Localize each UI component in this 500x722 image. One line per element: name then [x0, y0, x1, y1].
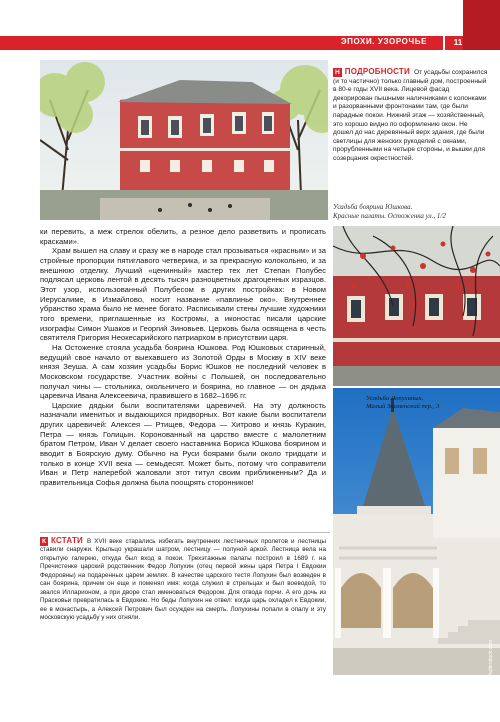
kstati-title: КСТАТИ	[51, 536, 83, 545]
caption-yushkov	[333, 203, 493, 221]
article-body	[40, 227, 326, 488]
caption-yushkov-line1: Усадьба боярина Юшкова.	[333, 203, 413, 211]
photo-red-palace	[333, 226, 500, 386]
kstati-box	[40, 537, 326, 623]
details-sidebar	[333, 68, 489, 164]
paragraph: Царские дядьки были воспитателями царевичей. На эту должность назначали именитых и выдающихся придворных. Вот какие были воспитатели других царевичей: Алексея — Ртищев, Федора — Хитрово и князь Куракин, Петра — князь Голицын. Коронованный на царство вместе с малолетним братом Петром, Иван V делает своего наставника Бориса Юшкова боярином и вводит в Боярскую думу. Обычно на Руси боярами были около тридцати и только в конце XVII века — семьдесят. Может быть, потому что соправители Иван и Петр наперебой жаловали этот титул своим приближенным? Да и правительница Софья должна была поощрять сторонников!	[40, 400, 326, 488]
kstati-badge: К	[42, 538, 47, 545]
page-number: 11	[443, 36, 471, 50]
caption-lopukhin-line2: Малый Знаменский пер., 3	[366, 403, 440, 411]
photo-yushkov-estate	[40, 60, 328, 220]
divider	[40, 532, 330, 533]
paragraph: ки перевить, а меж стрелок обелить, а резное дело разветвить и прописать красками».	[40, 227, 326, 246]
details-badge: Н	[335, 69, 340, 76]
kstati-text: В XVII веке старались избегать внутренних лестничных пролетов и лестницы ставили снаружи. Крыльцо украшали шатром, лестницу — полуной аркой. Лестница вела на открытую галерею, откуда был вход в покои. Трехэтажные палаты построил в 1689 г. на Пречистенке царский родственник Федор Лопухин (отец первой жены царя Петра I Евдокии Федоровны) на подаренных царем землях. В качестве царского тестя Лопухин был возведен в сан боярина, причем он еще и поменял имя: когда служил в стрельцах и был воеводой, то звался Илларионом, а при дворе стал именоваться Федором. Для отвода порчи. А его дочь из Прасковьи превратилась в Евдокию. Но беды Лопухин не отвел: когда царь охладел к Евдокии, ее в монастырь, а Алексей Петрович был осужден на смерть. Лопухины попали в опалу и эту московскую усадьбу у них отняли.	[40, 538, 326, 622]
photo-lopukhin-estate	[333, 388, 500, 675]
details-text: От усадьбы сохранился (и то частично) только главный дом, построенный в 80-е годы XVII века. Лицевой фасад декорирован пышными наличниками с колонками и разорванными фронтонами там, где были парадные покои. Нижний этаж — хозяйственный, это хорошо видно по оформлению окон. Не дошел до нас деревянный верх здания, где были светлицы для женских рукоделий с окнами, прорубленными на четыре стороны, и вышки для созерцания окрестностей.	[333, 69, 488, 162]
top-margin	[0, 0, 500, 30]
paragraph: На Остоженке стояла усадьба боярина Юшкова. Род Юшковых старинный, ведущий свое начало от выехавшего из Золотой Орды в Москву в XIV веке князя Зеуша. А сам хозяин усадьбы Борис Юшков не последний человек в Московском государстве. Участник войны с Польшей, он последовательно получал чины — стольника, окольничего и боярина, но главное — он дядька царевича Ивана Алексеевича, правившего в 1682–1696 гг.	[40, 342, 326, 401]
section-header-bar	[0, 36, 443, 50]
caption-lopukhin	[366, 395, 486, 412]
page-tab	[463, 0, 500, 50]
caption-lopukhin-line1: Усадьба Лопухиных.	[366, 395, 424, 402]
section-rubric: ЭПОХИ. УЗОРОЧЬЕ	[340, 37, 427, 46]
details-title: ПОДРОБНОСТИ	[344, 67, 410, 76]
caption-yushkov-line2: Красные палаты. Остоженка ул., 1/2	[333, 212, 446, 220]
photo-credit: © Ирина Костина/Shutterstock.com	[488, 640, 494, 722]
paragraph: Храм вышел на славу и сразу же в народе стал прозываться «красным» и за стройные пропорции пятиглавого четверика, и за прекрасную колокольню, и за внешнюю отделку. Лучший «ценинный» мастер тех лет Степан Полубес подлясал церковь лентой в десять тысяч разноцветных драгоценных изразцов. Этот узор, использованный Полубесом в других постройках: в Новом Иерусалиме, в Измайлово, носит название «павлинье око». Внутреннее убранство храма было не менее богато. Расписывали стены лучшие художники того времени, приглашенные из Костромы, а иконостас писали царские изографы Симон Ушаков и Георгий Зиновьев. Церковь была освящена в честь святителя Григория Неокесарийского патриархом в присутствии царя.	[40, 246, 326, 343]
